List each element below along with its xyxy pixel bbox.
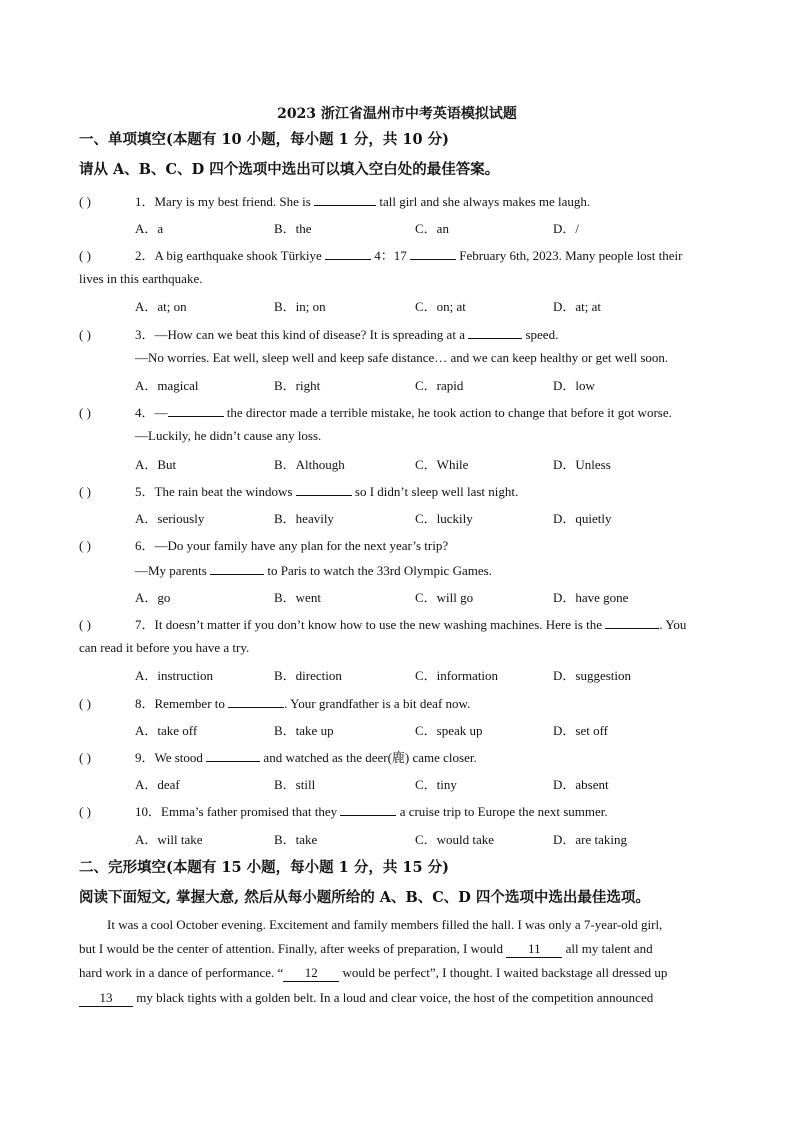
passage-line-2: but I would be the center of attention. Finally, after weeks of preparation, I would 11 all my talent and	[79, 941, 653, 956]
answer-blank	[296, 483, 352, 496]
option-c: C．will go	[415, 590, 474, 605]
question-10: ( ) 10．Emma’s father promised that they a cruise trip to Europe the next summer.	[79, 804, 608, 819]
option-b: B．the	[274, 221, 312, 236]
option-d: D．Unless	[553, 457, 611, 472]
option-b: B．right	[274, 378, 321, 393]
option-c: C．on; at	[415, 299, 466, 314]
cloze-blank-11: 11	[506, 941, 562, 958]
answer-blank	[340, 803, 396, 816]
option-d: D．quietly	[553, 511, 612, 526]
section1-heading: 一、单项填空(本题有 10 小题，每小题 1 分，共 10 分)	[79, 131, 449, 148]
question-6-dialogue: —My parents to Paris to watch the 33rd Olympic Games.	[135, 563, 492, 578]
section2-instruction: 阅读下面短文, 掌握大意, 然后从每小题所给的 A、B、C、D 四个选项中选出最佳选项。	[79, 889, 650, 906]
passage-line-4: 13 my black tights with a golden belt. In a loud and clear voice, the host of the competition announced	[79, 990, 653, 1007]
option-c: C．tiny	[415, 777, 457, 792]
answer-blank	[314, 193, 376, 206]
answer-blank	[605, 616, 659, 629]
passage-line-1: It was a cool October evening. Excitement and family members filled the hall. I was only a 7-year-old girl,	[107, 917, 663, 932]
option-b: B．in; on	[274, 299, 326, 314]
option-b: B．take	[274, 832, 318, 847]
option-c: C．would take	[415, 832, 495, 847]
option-a: A．magical	[135, 378, 199, 393]
option-c: C．speak up	[415, 723, 483, 738]
answer-blank	[168, 404, 224, 417]
option-a: A．at; on	[135, 299, 187, 314]
question-3: ( ) 3．—How can we beat this kind of disease? It is spreading at a speed.	[79, 327, 559, 342]
option-b: B．direction	[274, 668, 342, 683]
question-7-continuation: can read it before you have a try.	[79, 640, 250, 655]
question-4-dialogue: —Luckily, he didn’t cause any loss.	[135, 428, 322, 443]
page-title: 2023 浙江省温州市中考英语模拟试题	[277, 106, 517, 122]
question-7: ( ) 7．It doesn’t matter if you don’t know how to use the new washing machines. Here is the . You	[79, 617, 687, 632]
question-9: ( ) 9．We stood and watched as the deer(鹿) came closer.	[79, 750, 477, 765]
cloze-blank-12: 12	[283, 965, 339, 982]
option-c: C．While	[415, 457, 469, 472]
question-2: ( ) 2．A big earthquake shook Türkiye 4：17 February 6th, 2023. Many people lost their	[79, 248, 683, 263]
option-a: A．will take	[135, 832, 203, 847]
question-6: ( ) 6．—Do your family have any plan for the next year’s trip?	[79, 538, 449, 553]
question-3-dialogue: —No worries. Eat well, sleep well and keep safe distance… and we can keep healthy or get well soon.	[135, 350, 669, 365]
option-a: A．take off	[135, 723, 198, 738]
option-d: D．low	[553, 378, 595, 393]
option-c: C．luckily	[415, 511, 473, 526]
option-b: B．went	[274, 590, 321, 605]
option-a: A．deaf	[135, 777, 180, 792]
answer-blank	[228, 695, 284, 708]
option-c: C．rapid	[415, 378, 464, 393]
option-b: B．Although	[274, 457, 345, 472]
option-b: B．still	[274, 777, 316, 792]
answer-blank	[325, 247, 371, 260]
answer-blank	[410, 247, 456, 260]
option-a: A．a	[135, 221, 164, 236]
option-a: A．go	[135, 590, 171, 605]
option-d: D．suggestion	[553, 668, 632, 683]
section1-instruction: 请从 A、B、C、D 四个选项中选出可以填入空白处的最佳答案。	[79, 161, 500, 178]
question-2-continuation: lives in this earthquake.	[79, 271, 203, 286]
option-c: C．an	[415, 221, 449, 236]
answer-blank	[210, 562, 264, 575]
option-d: D．are taking	[553, 832, 628, 847]
option-a: A．instruction	[135, 668, 213, 683]
cloze-blank-13: 13	[79, 990, 133, 1007]
answer-blank	[468, 326, 522, 339]
answer-blank	[206, 749, 260, 762]
section2-heading: 二、完形填空(本题有 15 小题，每小题 1 分，共 15 分)	[79, 859, 449, 876]
question-4: ( ) 4．— the director made a terrible mistake, he took action to change that before it got worse.	[79, 405, 672, 420]
option-c: C．information	[415, 668, 499, 683]
option-d: D．at; at	[553, 299, 602, 314]
option-d: D．/	[553, 221, 580, 236]
passage-line-3: hard work in a dance of performance. “ 12 would be perfect”, I thought. I waited backstage all dressed up	[79, 965, 668, 980]
option-b: B．heavily	[274, 511, 334, 526]
option-b: B．take up	[274, 723, 334, 738]
question-5: ( ) 5．The rain beat the windows so I didn’t sleep well last night.	[79, 484, 519, 499]
option-d: D．set off	[553, 723, 609, 738]
option-d: D．have gone	[553, 590, 629, 605]
option-a: A．But	[135, 457, 177, 472]
option-a: A．seriously	[135, 511, 205, 526]
option-d: D．absent	[553, 777, 609, 792]
question-1: ( ) 1．Mary is my best friend. She is tall girl and she always makes me laugh.	[79, 194, 591, 209]
question-8: ( ) 8．Remember to . Your grandfather is a bit deaf now.	[79, 696, 471, 711]
